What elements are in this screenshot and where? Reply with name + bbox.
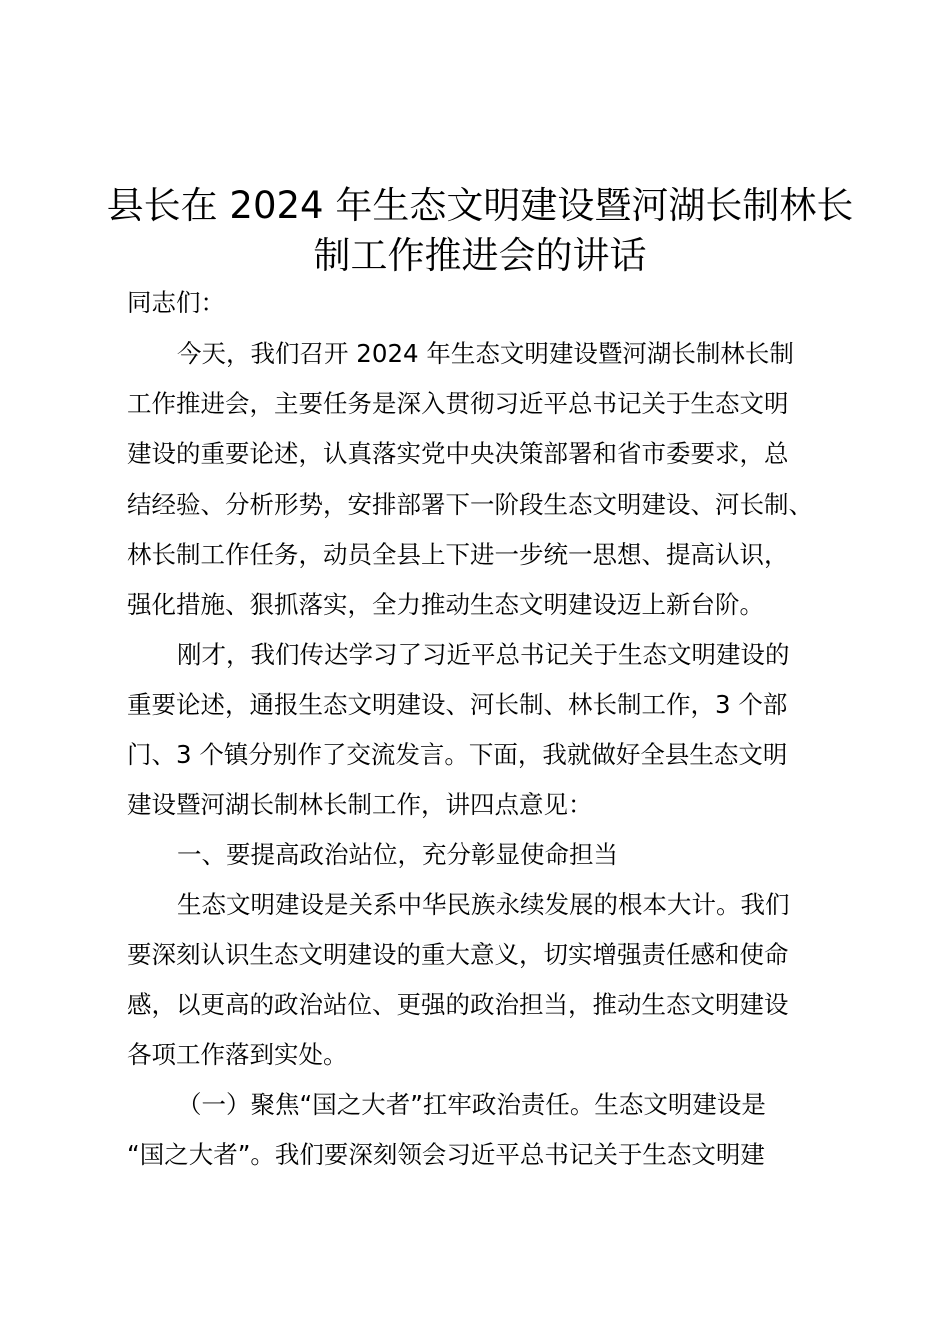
paragraph-1-line: 结经验、分析形势，安排部署下一阶段生态文明建设、河长制、: [127, 490, 813, 519]
paragraph-2-line: 建设暨河湖长制林长制工作，讲四点意见：: [127, 790, 593, 819]
paragraph-2-line: 门、3 个镇分别作了交流发言。下面，我就做好全县生态文明: [127, 740, 788, 769]
paragraph-3-line: 要深刻认识生态文明建设的重大意义，切实增强责任感和使命: [127, 940, 789, 969]
paragraph-2-line: 刚才，我们传达学习了习近平总书记关于生态文明建设的: [177, 640, 790, 669]
section-heading-1: 一、要提高政治站位，充分彰显使命担当: [177, 840, 618, 869]
paragraph-1-line: 建设的重要论述，认真落实党中央决策部署和省市委要求，总: [127, 439, 789, 468]
salutation: 同志们：: [127, 288, 225, 317]
paragraph-1-line: 林长制工作任务，动员全县上下进一步统一思想、提高认识，: [127, 540, 789, 569]
paragraph-4-line: （一）聚焦“国之大者”扛牢政治责任。生态文明建设是: [177, 1090, 766, 1119]
document-title-line-2: 制工作推进会的讲话: [313, 234, 647, 277]
paragraph-3-line: 各项工作落到实处。: [127, 1040, 348, 1069]
paragraph-1-line: 工作推进会，主要任务是深入贯彻习近平总书记关于生态文明: [127, 389, 789, 418]
paragraph-3-line: 生态文明建设是关系中华民族永续发展的根本大计。我们: [177, 890, 790, 919]
paragraph-1-line: 强化措施、狠抓落实，全力推动生态文明建设迈上新台阶。: [127, 590, 764, 619]
paragraph-3-line: 感，以更高的政治站位、更强的政治担当，推动生态文明建设: [127, 990, 789, 1019]
paragraph-1-line: 今天，我们召开 2024 年生态文明建设暨河湖长制林长制: [177, 339, 794, 368]
paragraph-2-line: 重要论述，通报生态文明建设、河长制、林长制工作，3 个部: [127, 690, 788, 719]
document-title-line-1: 县长在 2024 年生态文明建设暨河湖长制林长: [106, 184, 854, 227]
paragraph-4-line: “国之大者”。我们要深刻领会习近平总书记关于生态文明建: [127, 1140, 765, 1169]
